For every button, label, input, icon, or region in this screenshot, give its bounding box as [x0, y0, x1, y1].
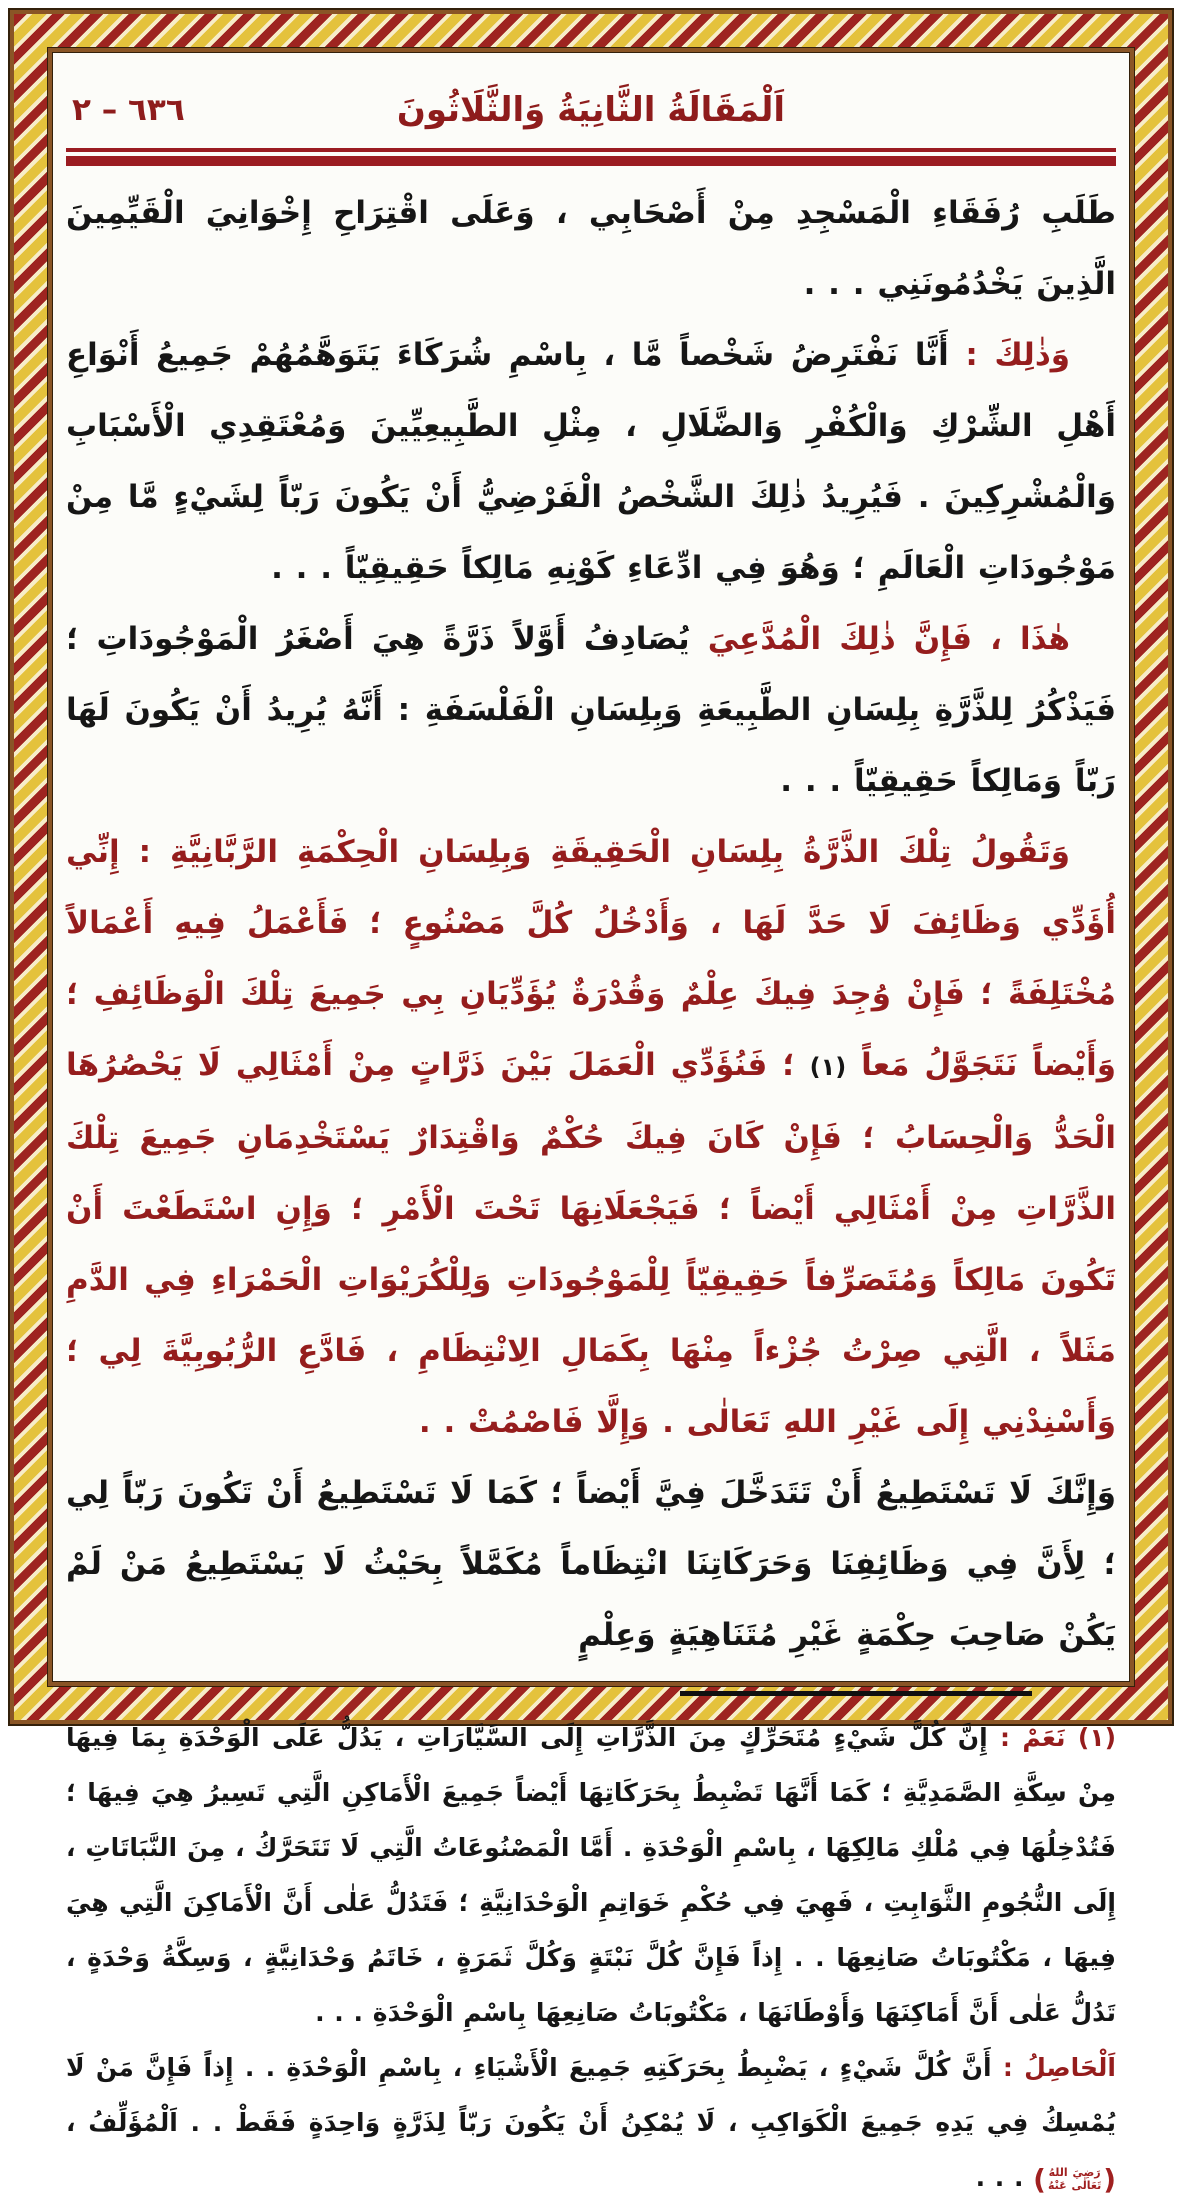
- header-rule-thin: [66, 148, 1116, 152]
- paragraph-2-text: أَنَّا نَفْتَرِضُ شَخْصاً مَّا ، بِاسْمِ شُرَكَاءَ يَتَوَهَّمُهُمْ جَمِيعُ أَنْوَاعِ أَهْلِ الشِّرْكِ وَالْكُفْرِ وَالضَّلَالِ ، مِثْلِ الطَّبِيعِيِّينَ وَمُعْتَقِدِي الْأَسْبَابِ وَالْمُشْرِكِينَ . فَيُرِيدُ ذٰلِكَ الشَّخْصُ الْفَرْضِيُّ أَنْ يَكُونَ رَبّاً لِشَيْءٍ مَّا مِنْ مَوْجُودَاتِ الْعَالَمِ ؛ وَهُوَ فِي ادِّعَاءِ كَوْنِهِ مَالِكاً حَقِيقِيّاً . . .: [66, 337, 1116, 586]
- footnote-reference-marker: (١): [809, 1053, 847, 1081]
- seal-open-paren: (: [1103, 2162, 1116, 2196]
- main-text: [66, 178, 1116, 1671]
- paragraph-3: [66, 604, 1116, 817]
- header-rule-thick: [66, 156, 1116, 166]
- footnote-1: [66, 1710, 1116, 2040]
- footnote-1-text: إِنَّ كُلَّ شَيْءٍ مُتَحَرِّكٍ مِنَ الذَّرَّاتِ إِلَى السَّيَّارَاتِ ، يَدُلُّ عَلَى الْوَحْدَةِ بِمَا فِيهَا مِنْ سِكَّةِ الصَّمَدِيَّةِ ؛ كَمَا أَنَّهَا تَضْبِطُ بِحَرَكَاتِهَا أَيْضاً جَمِيعَ الْأَمَاكِنِ الَّتِي تَسِيرُ هِيَ فِيهَا ؛ فَتُدْخِلُهَا فِي مُلْكِ مَالِكِهَا ، بِاسْمِ الْوَحْدَةِ . أَمَّا الْمَصْنُوعَاتُ الَّتِي لَا تَتَحَرَّكُ ، مِنَ النَّبَاتَاتِ ، إِلَى النُّجُومِ الثَّوَابِتِ ، فَهِيَ فِي حُكْمِ خَوَاتِمِ الْوَحْدَانِيَّةِ ؛ فَتَدُلُّ عَلٰى أَنَّ الْأَمَاكِنَ الَّتِي هِيَ فِيهَا ، مَكْتُوبَاتُ صَانِعِهَا . . إِذاً فَإِنَّ كُلَّ نَبْتَةٍ وَكُلَّ ثَمَرَةٍ ، خَاتَمُ وَحْدَانِيَّةٍ ، وَسِكَّةُ وَحْدَةٍ ، تَدُلُّ عَلٰى أَنَّ أَمَاكِنَهَا وَأَوْطَانَهَا ، مَكْتُوبَاتُ صَانِعِهَا بِاسْمِ الْوَحْدَةِ . . .: [66, 1723, 1116, 2027]
- paragraph-4-text-b: ؛ فَنُؤَدِّي الْعَمَلَ بَيْنَ ذَرَّاتٍ مِنْ أَمْثَالِي لَا يَحْصُرُهَا الْحَدُّ وَالْحِسَابُ ؛ فَإِنْ كَانَ فِيكَ حُكْمٌ وَاقْتِدَارٌ يَسْتَخْدِمَانِ جَمِيعَ تِلْكَ الذَّرَّاتِ مِنْ أَمْثَالِي أَيْضاً ؛ فَيَجْعَلَانِهَا تَحْتَ الْأَمْرِ ؛ وَإِنِ اسْتَطَعْتَ أَنْ تَكُونَ مَالِكاً وَمُتَصَرِّفاً حَقِيقِيّاً لِلْمَوْجُودَاتِ وَلِلْكُرَيْوَاتِ الْحَمْرَاءِ فِي الدَّمِ مَثَلاً ، الَّتِي صِرْتُ جُزْءاً مِنْهَا بِكَمَالِ الِانْتِظَامِ ، فَادَّعِ الرُّبُوبِيَّةَ لِي ؛ وَأَسْنِدْنِي إِلَى غَيْرِ اللهِ تَعَالٰى . وَإِلَّا فَاصْمُتْ . .: [66, 1047, 1116, 1440]
- seal-line-1: رَضِيَ اللهُ: [1048, 2166, 1101, 2179]
- page-sheet: [48, 48, 1134, 2196]
- page-header: [66, 78, 1116, 142]
- seal-line-2: تَعَالٰى عَنْهُ: [1047, 2179, 1102, 2192]
- footnote-1-lead: (١) نَعَمْ :: [987, 1723, 1117, 1752]
- paragraph-5-text: وَإِنَّكَ لَا تَسْتَطِيعُ أَنْ تَتَدَخَّلَ فِيَّ أَيْضاً ؛ كَمَا لَا تَسْتَطِيعُ أَنْ تَكُونَ رَبّاً لِي ؛ لِأَنَّ فِي وَظَائِفِنَا وَحَرَكَاتِنَا انْتِظَاماً مُكَمَّلاً بِحَيْثُ لَا يَسْتَطِيعُ مَنْ لَمْ يَكُنْ صَاحِبَ حِكْمَةٍ غَيْرِ مُتَنَاهِيَةٍ وَعِلْمٍ: [66, 1475, 1116, 1653]
- paragraph-2-lead: وَذٰلِكَ :: [948, 337, 1071, 373]
- footnotes-section: [66, 1710, 1116, 2207]
- footnote-2-text: أَنَّ كُلَّ شَيْءٍ ، يَضْبِطُ بِحَرَكَتِهِ جَمِيعَ الْأَشْيَاءِ ، بِاسْمِ الْوَحْدَةِ . . إِذاً فَإِنَّ مَنْ لَا يُمْسِكُ فِي يَدِهِ جَمِيعَ الْكَوَاكِبِ ، لَا يُمْكِنُ أَنْ يَكُونَ رَبّاً لِذَرَّةٍ وَاحِدَةٍ فَقَطْ . . اَلْمُؤَلِّفُ ،: [66, 2053, 1116, 2137]
- page-number: ٦٣٦ – ٢: [72, 92, 185, 128]
- paragraph-2: [66, 320, 1116, 604]
- paragraph-5: [66, 1458, 1116, 1671]
- paragraph-3-lead: هٰذَا ، فَإِنَّ ذٰلِكَ الْمُدَّعِيَ: [689, 621, 1070, 657]
- paragraph-4: [66, 817, 1116, 1458]
- paragraph-1-text: طَلَبِ رُفَقَاءِ الْمَسْجِدِ مِنْ أَصْحَابِي ، وَعَلَى اقْتِرَاحِ إِخْوَانِيَ الْقَيِّمِينَ الَّذِينَ يَخْدُمُونَنِي . . .: [66, 195, 1116, 302]
- author-blessing-seal: [1033, 2152, 1116, 2207]
- paragraph-3-text: يُصَادِفُ أَوَّلاً ذَرَّةً هِيَ أَصْغَرُ الْمَوْجُودَاتِ ؛ فَيَذْكُرُ لِلذَّرَّةِ بِلِسَانِ الطَّبِيعَةِ وَبِلِسَانِ الْفَلْسَفَةِ : أَنَّهُ يُرِيدُ أَنْ يَكُونَ لَهَا رَبّاً وَمَالِكاً حَقِيقِيّاً . . .: [66, 621, 1116, 799]
- seal-close-paren: ): [1033, 2162, 1046, 2196]
- footnote-separator-rule: [680, 1691, 1032, 1696]
- chapter-title: اَلْمَقَالَةُ الثَّانِيَةُ وَالثَّلَاثُونَ: [396, 90, 786, 130]
- footnote-2: [66, 2040, 1116, 2207]
- footnote-2-lead: اَلْحَاصِلُ :: [991, 2053, 1116, 2082]
- footnote-2-tail: . . .: [975, 2163, 1034, 2192]
- paragraph-1: [66, 178, 1116, 320]
- paragraph-4-text-a: وَتَقُولُ تِلْكَ الذَّرَّةُ بِلِسَانِ الْحَقِيقَةِ وَبِلِسَانِ الْحِكْمَةِ الرَّبَّانِيَّةِ : إِنِّي أُؤَدِّي وَظَائِفَ لَا حَدَّ لَهَا ، وَأَدْخُلُ كُلَّ مَصْنُوعٍ ؛ فَأَعْمَلُ فِيهِ أَعْمَالاً مُخْتَلِفَةً ؛ فَإِنْ وُجِدَ فِيكَ عِلْمٌ وَقُدْرَةٌ يُؤَدِّيَانِ بِي جَمِيعَ تِلْكَ الْوَظَائِفِ ؛ وَأَيْضاً نَتَجَوَّلُ مَعاً: [66, 834, 1116, 1083]
- seal-calligraphy: [1046, 2166, 1103, 2192]
